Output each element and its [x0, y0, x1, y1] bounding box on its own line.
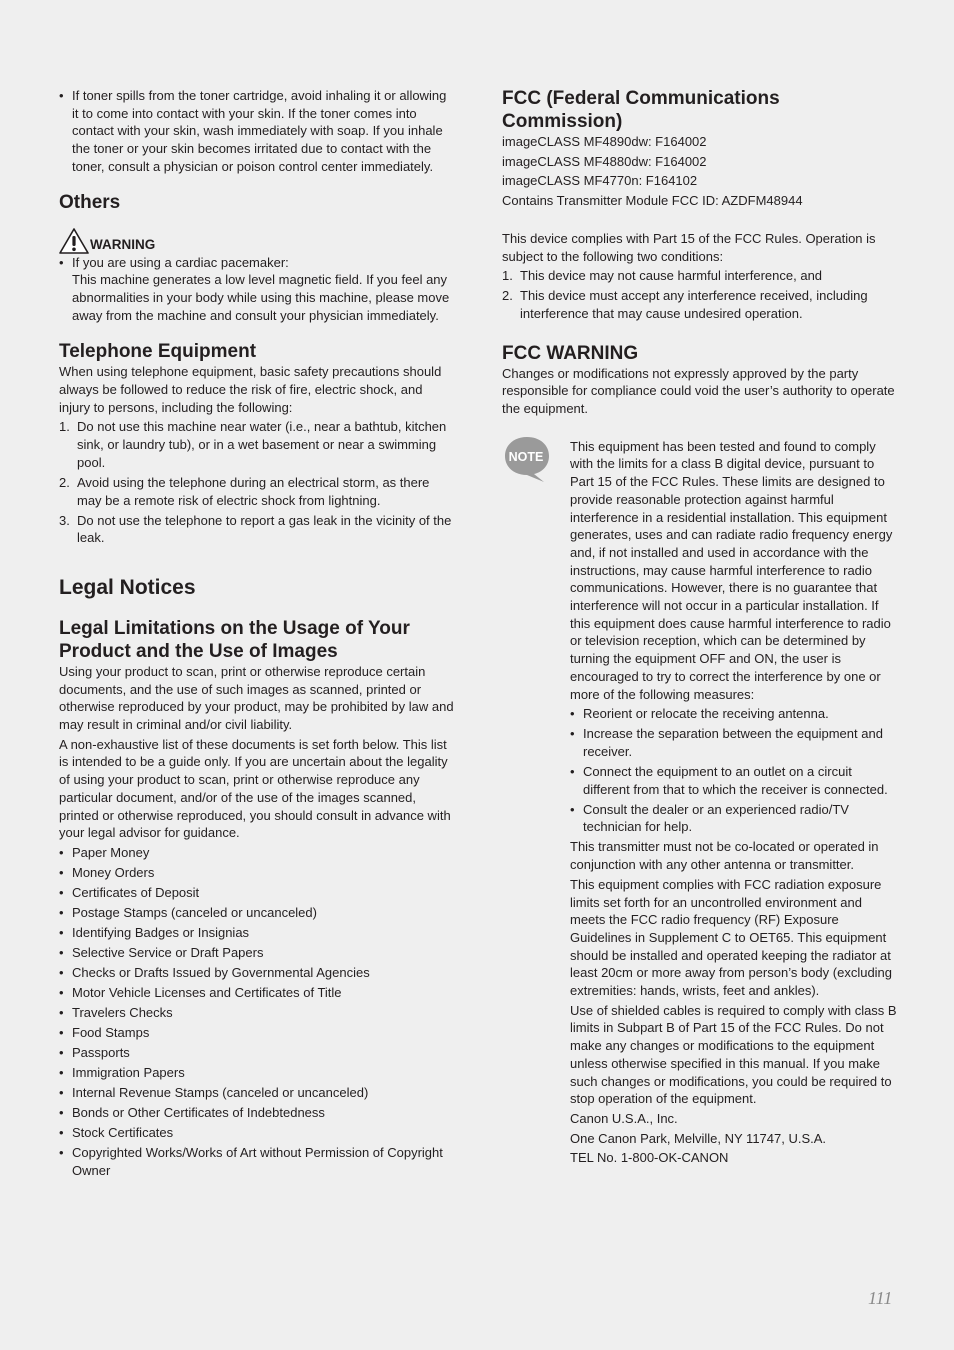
list-item: • Certificates of Deposit: [59, 884, 455, 902]
company-name: Canon U.S.A., Inc.: [570, 1110, 678, 1126]
list-item: • Consult the dealer or an experienced radio/TV technician for help.: [570, 801, 900, 836]
warning-label: WARNING: [90, 236, 156, 252]
list-item: • Motor Vehicle Licenses and Certificates of Title: [59, 984, 455, 1002]
toner-list: [59, 87, 455, 176]
list-item: • Bonds or Other Certificates of Indebtedness: [59, 1104, 455, 1122]
list-item: • Connect the equipment to an outlet on a circuit different from that to which the receiver is connected.: [570, 763, 900, 798]
list-item: 1. This device may not cause harmful interference, and: [502, 268, 823, 284]
note-para-4: Use of shielded cables is required to comply with class B limits in Subpart B of Part 15 of the FCC Rules. Do not make any changes or modifications to the equipment unless otherwise specified in this manual. If you make such changes or modifications, you could be required to stop operation of the equipment.: [570, 1002, 897, 1107]
pacemaker-list: [59, 254, 455, 325]
list-item: • Food Stamps: [59, 1024, 455, 1042]
company-tel: TEL No. 1-800-OK-CANON: [570, 1150, 729, 1166]
note-para-1: This equipment has been tested and found to comply with the limits for a class B digital device, pursuant to Part 15 of the FCC Rules. These limits are designed to provide reasonable protection against harmful interference in a residential installation. This equipment generates, uses and can radiate radio frequency energy and, if not installed and used in accordance with the instructions, may cause harmful interference to radio communications. However, there is no guarantee that interference will not occur in a particular installation. If this equipment does cause harmful interference to radio or television reception, which can be determined by turning the equipment OFF and ON, the user is encouraged to try to correct the interference by one or more of the following measures:: [570, 438, 893, 702]
fcc-warning-text: Changes or modifications not expressly approved by the party responsible for compliance could void the user’s authority to operate the equipment.: [502, 365, 895, 417]
note-icon: [502, 434, 552, 484]
pacemaker-text: This machine generates a low level magnetic field. If you feel any abnormalities in your body while using this machine, please move away from the machine and consult your physician immediately.: [72, 272, 450, 323]
list-item: • Money Orders: [59, 864, 455, 882]
compliance-intro: This device complies with Part 15 of the FCC Rules. Operation is subject to the following two conditions:: [502, 230, 876, 264]
legal-limitations-heading: Legal Limitations on the Usage of Your Product and the Use of Images: [59, 617, 410, 662]
model-line: imageCLASS MF4890dw: F164002: [502, 134, 707, 149]
pacemaker-title: • If you are using a cardiac pacemaker:: [72, 254, 289, 270]
list-item: • Selective Service or Draft Papers: [59, 944, 455, 962]
list-item: • Stock Certificates: [59, 1124, 455, 1142]
warning-label-row: [59, 226, 455, 254]
page-number: 111: [868, 1288, 893, 1308]
list-item: • Immigration Papers: [59, 1064, 455, 1082]
list-item: 2. This device must accept any interference received, including interference that may cause undesired operation.: [502, 288, 868, 321]
telephone-list: [59, 418, 455, 547]
measures-list: [570, 705, 900, 836]
documents-list: [59, 844, 455, 1179]
right-column: [502, 87, 900, 1169]
list-item: • Copyrighted Works/Works of Art without Permission of Copyright Owner: [59, 1144, 455, 1179]
legal-notices-heading: Legal Notices: [59, 575, 196, 599]
model-line: imageCLASS MF4770n: F164102: [502, 173, 698, 189]
pacemaker-item: [59, 254, 455, 325]
list-item: • Paper Money: [59, 844, 455, 862]
list-item: • Identifying Badges or Insignias: [59, 924, 455, 942]
left-column: [59, 87, 455, 1182]
fcc-heading: FCC (Federal Communications Commission): [502, 88, 780, 132]
legal-para-1: Using your product to scan, print or otherwise reproduce certain documents, and the use of such images as scanned, printed or otherwise reproduced by your product, may be prohibited by law and may result in criminal and/or civil liability.: [59, 663, 454, 733]
list-item: • Travelers Checks: [59, 1004, 455, 1022]
note-body: [570, 438, 900, 1167]
list-item: • Internal Revenue Stamps (canceled or uncanceled): [59, 1084, 455, 1102]
company-address: One Canon Park, Melville, NY 11747, U.S.A.: [570, 1130, 827, 1146]
model-list: [502, 133, 900, 210]
telephone-heading: Telephone Equipment: [59, 341, 257, 363]
legal-para-2: A non-exhaustive list of these documents is set forth below. This list is intended to be a guide only. If you are uncertain about the legality of using your product to scan, print or otherwise reproduce any particular document, and/or of the use of the images scanned, printed or otherwise reproduced, you should consult in advance with your legal advisor for guidance.: [59, 736, 451, 841]
model-line: imageCLASS MF4880dw: F164002: [502, 153, 707, 169]
list-item: • Increase the separation between the equipment and receiver.: [570, 725, 900, 760]
list-item: • Passports: [59, 1044, 455, 1062]
toner-bullet: • If toner spills from the toner cartridge, avoid inhaling it or allowing it to come into contact with your skin. If the toner comes into contact with your skin, wash immediately with soap. If you inhale the toner or your skin becomes irritated due to contact with the toner, consult a physician or poison control center immediately.: [59, 87, 455, 176]
model-line: Contains Transmitter Module FCC ID: AZDFM48944: [502, 193, 803, 209]
note-label: NOTE: [508, 449, 544, 464]
note-para-2: This transmitter must not be co-located or operated in conjunction with any other antenna or transmitter.: [570, 839, 879, 873]
conditions-list: [502, 267, 900, 322]
list-item: 3. Do not use the telephone to report a gas leak in the vicinity of the leak.: [59, 512, 452, 546]
list-item: 1. Do not use this machine near water (i.e., near a bathtub, kitchen sink, or laundry tub), or in a wet basement or near a swimming pool.: [59, 419, 447, 470]
others-heading: Others: [59, 191, 121, 213]
warning-icon: [59, 228, 89, 254]
note-para-3: This equipment complies with FCC radiation exposure limits set forth for an uncontrolled environment and meets the FCC radio frequency (RF) Exposure Guidelines in Supplement C to OET65. This equipment should be installed and operated keeping the radiator at least 20cm or more away from person’s body (excluding extremities: hands, wrists, feet and ankles).: [570, 876, 893, 999]
telephone-intro: When using telephone equipment, basic safety precautions should always be followed to reduce the risk of fire, electric shock, and injury to persons, including the following:: [59, 364, 442, 415]
list-item: • Checks or Drafts Issued by Governmental Agencies: [59, 964, 455, 982]
list-item: 2. Avoid using the telephone during an electrical storm, as there may be a remote risk of electric shock from lightning.: [59, 474, 430, 508]
note-box: [502, 438, 900, 1167]
list-item: • Reorient or relocate the receiving antenna.: [570, 705, 900, 723]
list-item: • Postage Stamps (canceled or uncanceled): [59, 904, 455, 922]
fcc-warning-heading: FCC WARNING: [502, 342, 639, 364]
